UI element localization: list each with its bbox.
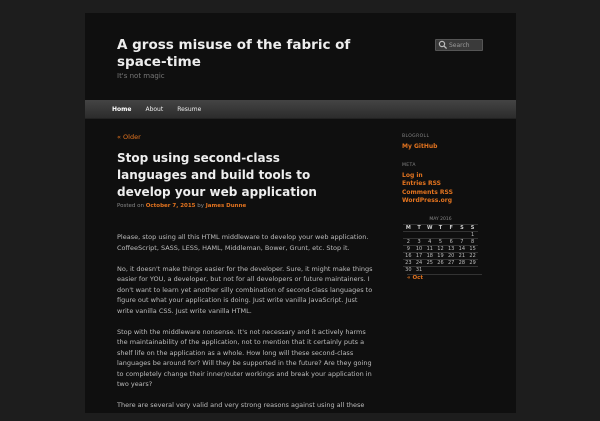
calendar-day: 2 [403, 238, 414, 245]
main-nav [85, 100, 516, 119]
calendar-day: 23 [403, 259, 414, 266]
calendar-day [414, 231, 425, 238]
meta-link-login[interactable]: Log in [402, 171, 423, 179]
calendar-day: 15 [467, 245, 478, 252]
meta-link-wordpress[interactable]: WordPress.org [402, 197, 453, 204]
meta-title: META [402, 162, 416, 168]
blogroll-widget [402, 134, 502, 152]
calendar-day: 8 [467, 238, 478, 245]
calendar-day [403, 231, 414, 238]
calendar-day-header: S [457, 224, 468, 231]
calendar-day: 20 [446, 252, 457, 259]
calendar-day: 3 [414, 238, 425, 245]
calendar-day: 17 [414, 252, 425, 259]
calendar-prev-link[interactable]: « Oct [407, 274, 482, 281]
blogroll-link-github[interactable]: My GitHub [402, 143, 438, 150]
calendar-day [457, 266, 468, 273]
calendar-day: 25 [424, 259, 435, 266]
older-posts-link[interactable]: « Older [117, 133, 141, 141]
calendar-day [446, 266, 457, 273]
meta-widget [402, 163, 502, 206]
calendar-day-header: T [414, 224, 425, 231]
calendar-day: 18 [424, 252, 435, 259]
post-paragraph: No, it doesn't make things easier for the developer. Sure, it might make things easier for YOU, a developer, but not for all developers or future maintainers. I don't want to learn yet another silly combination of second-class languages to figure out what your application is doing. Just write vanilla JavaScript. Just write vanilla CSS. Just write vanilla HTML. [117, 264, 373, 315]
calendar-day: 13 [446, 245, 457, 252]
calendar-day: 1 [467, 231, 478, 238]
nav-item-about[interactable]: About [145, 105, 164, 113]
by-label: by [197, 203, 205, 209]
calendar-day: 7 [457, 238, 468, 245]
posted-on-label: Posted on [117, 203, 144, 209]
calendar-day: 22 [467, 252, 478, 259]
nav-item-home[interactable]: Home [112, 105, 132, 113]
post-author-link[interactable]: James Dunne [205, 203, 247, 209]
calendar-day: 4 [424, 238, 435, 245]
site-title[interactable]: A gross misuse of the fabric of space-time [117, 37, 351, 70]
meta-link-comments-rss[interactable]: Comments RSS [402, 188, 453, 196]
calendar-day [435, 266, 446, 273]
post-paragraph: There are several very valid and very strong reasons against using all these [117, 401, 365, 409]
calendar-day: 30 [403, 266, 414, 273]
calendar-day: 6 [446, 238, 457, 245]
calendar-week [403, 259, 478, 266]
post-paragraph: Stop with the middleware nonsense. It's not necessary and it actively harms the maintainability of the application, not to mention that it certainly puts a shelf life on the application as a whole. How long will these second-class languages be around for? Will they be supported in the future? Are they going to completely change their inner/outer workings and break your application in two years? [117, 327, 372, 388]
calendar-day: 26 [435, 259, 446, 266]
calendar-caption: MAY 2016 [429, 216, 452, 222]
calendar-day-header: T [435, 224, 446, 231]
calendar-day: 9 [403, 245, 414, 252]
calendar-day: 28 [457, 259, 468, 266]
calendar-day: 5 [435, 238, 446, 245]
blogroll-title: BLOGROLL [402, 134, 430, 139]
calendar-week [403, 238, 478, 245]
search-box[interactable] [435, 39, 483, 51]
calendar-day: 31 [414, 266, 425, 273]
calendar-grid [403, 224, 478, 274]
calendar-week [403, 245, 478, 252]
calendar-day: 19 [435, 252, 446, 259]
calendar-day-header: F [446, 224, 457, 231]
calendar-day [457, 231, 468, 238]
calendar-day [446, 231, 457, 238]
sidebar [402, 134, 502, 281]
calendar-day: 14 [457, 245, 468, 252]
calendar-day: 29 [467, 259, 478, 266]
search-input[interactable] [448, 40, 482, 50]
post-content [117, 232, 373, 421]
post-paragraph: Please, stop using all this HTML middleware to develop your web application. CoffeeScript, SASS, LESS, HAML, Middleman, Bower, Grunt, etc. Stop it. [117, 233, 369, 252]
calendar-day-header: S [467, 224, 478, 231]
calendar-day [424, 231, 435, 238]
nav-item-resume[interactable]: Resume [177, 105, 202, 113]
post-date-link[interactable]: October 7, 2015 [145, 203, 196, 209]
calendar-day: 11 [424, 245, 435, 252]
calendar-day: 21 [457, 252, 468, 259]
calendar-week [403, 252, 478, 259]
search-icon [438, 40, 448, 50]
calendar-day: 24 [414, 259, 425, 266]
calendar-day [435, 231, 446, 238]
meta-link-entries-rss[interactable]: Entries RSS [402, 180, 441, 187]
calendar-widget [403, 217, 478, 282]
calendar-day: 27 [446, 259, 457, 266]
post-title[interactable]: Stop using second-class languages and build tools to develop your web application [117, 151, 317, 199]
calendar-week [403, 266, 478, 273]
calendar-day [424, 266, 435, 273]
calendar-day [467, 266, 478, 273]
calendar-day: 12 [435, 245, 446, 252]
post-meta [117, 203, 246, 209]
calendar-day-header: M [403, 224, 414, 231]
calendar-week [403, 231, 478, 238]
calendar-day: 16 [403, 252, 414, 259]
site-description: It's not magic [117, 72, 165, 80]
calendar-day-header: W [424, 224, 435, 231]
page-container [85, 13, 516, 413]
calendar-day: 10 [414, 245, 425, 252]
